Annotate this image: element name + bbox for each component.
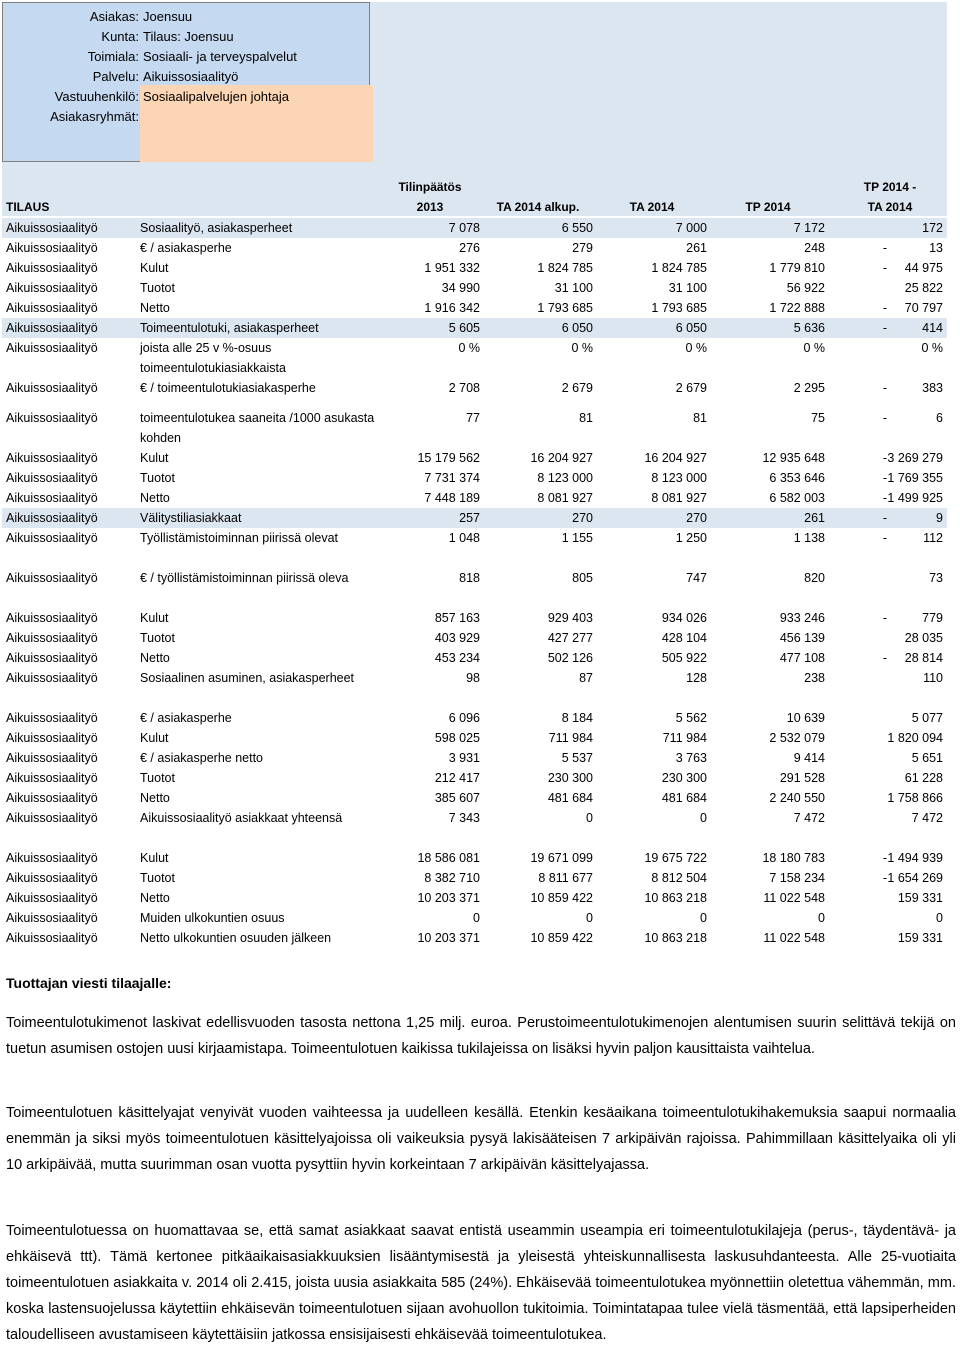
cell-tp2013: 403 929: [434, 631, 480, 645]
cell-diff: 70 797: [904, 301, 943, 315]
header-field-value: Tilaus: Joensuu: [143, 29, 234, 44]
cell-tp2014: 0 %: [803, 341, 825, 355]
table-row: [2, 508, 947, 528]
cell-ta2014-alkup: 502 126: [547, 651, 593, 665]
cell-diff: 172: [922, 221, 943, 235]
cell-description: Toimeentulotuki, asiakasperheet: [140, 321, 319, 335]
cell-ta2014-alkup: 31 100: [554, 281, 593, 295]
cell-palvelu: Aikuissosiaalityö: [6, 731, 98, 745]
col-tilaus: TILAUS: [6, 200, 50, 214]
cell-description: Netto ulkokuntien osuuden jälkeen: [140, 931, 332, 945]
cell-ta2014-alkup: 481 684: [547, 791, 593, 805]
cell-ta2014: 1 250: [675, 531, 707, 545]
cell-diff: 3 269 279: [887, 451, 943, 465]
col-diff-line2: TA 2014: [867, 200, 913, 214]
table-row: [2, 848, 947, 868]
table-row: [2, 338, 947, 378]
cell-palvelu: Aikuissosiaalityö: [6, 791, 98, 805]
cell-ta2014-alkup: 87: [579, 671, 593, 685]
cell-ta2014: 934 026: [661, 611, 707, 625]
cell-ta2014: 128: [686, 671, 707, 685]
header-info-box: [2, 2, 370, 162]
header-field-value: Aikuissosiaalityö: [143, 69, 239, 84]
col-tp2014: TP 2014: [745, 200, 791, 214]
cell-tp2014: 2 532 079: [769, 731, 825, 745]
cell-diff: 159 331: [897, 931, 943, 945]
message-paragraph-3: Toimeentulotuessa on huomattavaa se, että samat asiakkaat saavat entistä useammin useampia eri toimeentulotukilajeja (perus-, täydentävä- ja ehkäisevä ttt). Tämä kertonee pitkäaikaisasiakkuuksien lisääntymisestä ja yleisestä yhteiskunnallisesta laskusuhdanteesta. Alle 25-vuotiaita toimeentulotuen asiakkaita v. 2014 oli 2.415, joista uusia asiakkaita 585 (24%). Ehkäisevää toimeentulotukea myönnettiin oletettua vähemmän, mm. koska lastensuojelussa käytettiin ehkäisevän toimeentulotuen sijaan avohuollon tukitoimia. Toimintatapaa tulee vielä täsmentää, että lapsiperheiden taloudelliseen avustamiseen käytettäisiin jatkossa ensisijaisesti ehkäisevää toimeentulotukea.: [6, 1223, 956, 1343]
cell-tp2013: 98: [466, 671, 480, 685]
cell-tp2013: 857 163: [434, 611, 480, 625]
cell-ta2014-alkup: 10 859 422: [530, 891, 593, 905]
cell-description: Työllistämistoiminnan piirissä olevat: [140, 531, 338, 545]
cell-palvelu: Aikuissosiaalityö: [6, 871, 98, 885]
table-row: [2, 378, 947, 398]
cell-ta2014-alkup: 0: [586, 911, 593, 925]
cell-palvelu: Aikuissosiaalityö: [6, 511, 98, 525]
cell-ta2014-alkup: 929 403: [547, 611, 593, 625]
cell-diff: 13: [929, 241, 943, 255]
cell-ta2014: 1 793 685: [651, 301, 707, 315]
cell-description: Kulut: [140, 611, 169, 625]
table-row: [2, 908, 947, 928]
cell-description: Kulut: [140, 851, 169, 865]
cell-palvelu: Aikuissosiaalityö: [6, 911, 98, 925]
cell-negative-sign: -: [882, 531, 887, 545]
cell-ta2014: 8 812 504: [651, 871, 707, 885]
table-row: [2, 318, 947, 338]
cell-ta2014: 481 684: [661, 791, 707, 805]
cell-diff: 1 654 269: [887, 871, 943, 885]
cell-ta2014: 261: [686, 241, 707, 255]
table-row: [2, 568, 947, 608]
header-field: [3, 67, 371, 87]
cell-palvelu: Aikuissosiaalityö: [6, 471, 98, 485]
table-row: [2, 608, 947, 628]
cell-diff: 9: [936, 511, 943, 525]
cell-description: € / asiakasperhe: [140, 241, 232, 255]
col-ta2014-alkup: TA 2014 alkup.: [496, 200, 580, 214]
cell-tp2014: 7 472: [793, 811, 825, 825]
cell-description: Kulut: [140, 451, 169, 465]
cell-negative-sign: -: [882, 301, 887, 315]
cell-negative-sign: -: [882, 241, 887, 255]
cell-tp2013: 453 234: [434, 651, 480, 665]
cell-diff: 1 499 925: [887, 491, 943, 505]
cell-description: Tuotot: [140, 281, 175, 295]
cell-palvelu: Aikuissosiaalityö: [6, 491, 98, 505]
cell-diff: 0: [936, 911, 943, 925]
cell-diff: 5 077: [911, 711, 943, 725]
cell-diff: 1 820 094: [887, 731, 943, 745]
cell-tp2013: 0: [473, 911, 480, 925]
cell-diff: 44 975: [904, 261, 943, 275]
cell-tp2013: 257: [459, 511, 480, 525]
cell-tp2013: 1 951 332: [424, 261, 480, 275]
cell-tp2013: 7 343: [448, 811, 480, 825]
cell-description: Netto: [140, 491, 170, 505]
cell-tp2014: 291 528: [779, 771, 825, 785]
cell-tp2013: 1 048: [448, 531, 480, 545]
cell-palvelu: Aikuissosiaalityö: [6, 811, 98, 825]
cell-tp2014: 0: [818, 911, 825, 925]
cell-tp2013: 818: [459, 571, 480, 585]
cell-ta2014: 230 300: [661, 771, 707, 785]
cell-tp2013: 6 096: [448, 711, 480, 725]
cell-palvelu: Aikuissosiaalityö: [6, 891, 98, 905]
table-row: [2, 448, 947, 468]
table-row: [2, 868, 947, 888]
cell-palvelu: Aikuissosiaalityö: [6, 651, 98, 665]
message-paragraph-2: Toimeentulotuen käsittelyajat venyivät vuoden vaihteessa ja uudelleen kesällä. Etenkin kesäaikana toimeentulotukihakemuksia saapui normaalia enemmän ja siksi myös toimeentulotuen käsittelyajoissa oli vaikeuksia pysyä lakisääteisen 7 arkipäivän rajoissa. Pahimmillaan käsittelyaika oli yli 10 arkipäivää, mutta suurimman osan vuotta pysyttiin hyvin korkeintaan 7 arkipäivän käsittelyajassa.: [6, 1105, 956, 1173]
cell-negative-sign: -: [882, 411, 887, 425]
cell-diff: 1 769 355: [887, 471, 943, 485]
cell-palvelu: Aikuissosiaalityö: [6, 771, 98, 785]
cell-tp2014: 933 246: [779, 611, 825, 625]
table-row: [2, 468, 947, 488]
header-field-value: Sosiaali- ja terveyspalvelut: [143, 49, 297, 64]
cell-ta2014-alkup: 230 300: [547, 771, 593, 785]
cell-diff: 5 651: [911, 751, 943, 765]
cell-diff: 0 %: [921, 341, 943, 355]
cell-palvelu: Aikuissosiaalityö: [6, 531, 98, 545]
header-field-value: Joensuu: [143, 9, 193, 24]
table-row: [2, 788, 947, 808]
cell-palvelu: Aikuissosiaalityö: [6, 301, 98, 315]
cell-ta2014: 711 984: [662, 731, 707, 745]
cell-negative-sign: -: [882, 851, 887, 865]
cell-tp2013: 34 990: [441, 281, 480, 295]
cell-ta2014-alkup: 1 155: [561, 531, 593, 545]
cell-diff: 159 331: [897, 891, 943, 905]
cell-diff: 414: [922, 321, 943, 335]
cell-tp2013: 385 607: [434, 791, 480, 805]
cell-palvelu: Aikuissosiaalityö: [6, 611, 98, 625]
cell-tp2014: 56 922: [786, 281, 825, 295]
cell-description: Tuotot: [140, 631, 175, 645]
cell-tp2014: 5 636: [793, 321, 825, 335]
cell-negative-sign: -: [882, 871, 887, 885]
cell-tp2013: 212 417: [434, 771, 480, 785]
cell-diff: 6: [936, 411, 943, 425]
cell-ta2014: 505 922: [661, 651, 707, 665]
header-field: [3, 27, 371, 47]
header-field-label: Vastuuhenkilö:: [54, 89, 139, 104]
cell-ta2014: 6 050: [675, 321, 707, 335]
cell-ta2014: 5 562: [675, 711, 707, 725]
cell-tp2013: 0 %: [458, 341, 480, 355]
cell-negative-sign: -: [882, 491, 887, 505]
cell-diff: 383: [922, 381, 943, 395]
cell-ta2014-alkup: 270: [572, 511, 593, 525]
cell-ta2014: 19 675 722: [644, 851, 707, 865]
cell-ta2014-alkup: 0 %: [571, 341, 593, 355]
cell-palvelu: Aikuissosiaalityö: [6, 671, 98, 685]
cell-negative-sign: -: [882, 321, 887, 335]
header-field-label: Palvelu:: [92, 69, 139, 84]
cell-tp2013: 7 078: [448, 221, 480, 235]
header-field-value: Sosiaalipalvelujen johtaja: [143, 89, 289, 104]
cell-ta2014-alkup: 279: [572, 241, 593, 255]
cell-ta2014-alkup: 19 671 099: [530, 851, 593, 865]
cell-tp2013: 77: [466, 411, 480, 425]
cell-negative-sign: -: [882, 651, 887, 665]
cell-diff: 28 814: [904, 651, 943, 665]
cell-diff: 73: [929, 571, 943, 585]
cell-ta2014: 16 204 927: [644, 451, 707, 465]
table-row: [2, 408, 947, 448]
cell-description: Sosiaalityö, asiakasperheet: [140, 221, 293, 235]
cell-tp2013: 276: [459, 241, 480, 255]
cell-palvelu: Aikuissosiaalityö: [6, 281, 98, 295]
cell-description: Tuotot: [140, 871, 175, 885]
cell-ta2014-alkup: 6 050: [561, 321, 593, 335]
cell-tp2013: 1 916 342: [424, 301, 480, 315]
cell-ta2014-alkup: 8 184: [561, 711, 593, 725]
cell-tp2014: 456 139: [779, 631, 825, 645]
table-row: [2, 488, 947, 508]
cell-palvelu: Aikuissosiaalityö: [6, 221, 98, 235]
message-title: Tuottajan viesti tilaajalle:: [6, 975, 172, 991]
col-tp2013-line2: 2013: [416, 200, 444, 214]
cell-ta2014-alkup: 8 811 677: [538, 871, 593, 885]
cell-ta2014-alkup: 711 984: [548, 731, 593, 745]
table-row: [2, 628, 947, 648]
cell-tp2013: 8 382 710: [424, 871, 480, 885]
cell-description: € / toimeentulotukiasiakasperhe: [140, 381, 316, 395]
cell-tp2014: 6 353 646: [769, 471, 825, 485]
cell-palvelu: Aikuissosiaalityö: [6, 411, 98, 425]
header-field: [3, 87, 371, 107]
cell-tp2014: 1 138: [793, 531, 825, 545]
cell-tp2014: 18 180 783: [762, 851, 825, 865]
cell-description: Netto: [140, 651, 170, 665]
cell-tp2014: 2 295: [793, 381, 825, 395]
table-row: [2, 528, 947, 568]
cell-tp2014: 477 108: [779, 651, 825, 665]
cell-palvelu: Aikuissosiaalityö: [6, 711, 98, 725]
cell-palvelu: Aikuissosiaalityö: [6, 321, 98, 335]
cell-ta2014: 10 863 218: [644, 931, 707, 945]
cell-palvelu: Aikuissosiaalityö: [6, 261, 98, 275]
cell-description: Muiden ulkokuntien osuus: [140, 911, 285, 925]
cell-description: Sosiaalinen asuminen, asiakasperheet: [140, 671, 355, 685]
cell-description: Tuotot: [140, 471, 175, 485]
cell-description: € / työllistämistoiminnan piirissä oleva: [140, 571, 349, 585]
cell-tp2014: 2 240 550: [769, 791, 825, 805]
cell-negative-sign: -: [882, 611, 887, 625]
cell-tp2013: 10 203 371: [417, 891, 480, 905]
cell-palvelu: Aikuissosiaalityö: [6, 851, 98, 865]
cell-tp2013: 598 025: [434, 731, 480, 745]
cell-ta2014-alkup: 6 550: [561, 221, 593, 235]
cell-tp2014: 12 935 648: [762, 451, 825, 465]
cell-tp2014: 75: [811, 411, 825, 425]
cell-palvelu: Aikuissosiaalityö: [6, 631, 98, 645]
cell-diff: 1 758 866: [887, 791, 943, 805]
table-row: [2, 238, 947, 258]
cell-palvelu: Aikuissosiaalityö: [6, 451, 98, 465]
cell-ta2014: 31 100: [668, 281, 707, 295]
cell-description: Aikuissosiaalityö asiakkaat yhteensä: [140, 811, 343, 825]
cell-diff: 779: [922, 611, 943, 625]
header-field-label: Toimiala:: [87, 49, 139, 64]
cell-description: € / asiakasperhe: [140, 711, 232, 725]
cell-ta2014-alkup: 5 537: [561, 751, 593, 765]
cell-diff: 112: [923, 531, 943, 545]
cell-tp2014: 7 158 234: [769, 871, 825, 885]
cell-tp2014: 6 582 003: [769, 491, 825, 505]
header-field: [3, 7, 371, 27]
cell-tp2013: 5 605: [448, 321, 480, 335]
cell-ta2014-alkup: 1 793 685: [537, 301, 593, 315]
cell-palvelu: Aikuissosiaalityö: [6, 571, 98, 585]
cell-description: Netto: [140, 891, 170, 905]
col-ta2014: TA 2014: [629, 200, 675, 214]
col-diff-line1: TP 2014 -: [863, 180, 917, 194]
cell-description: Välitystiliasiakkaat: [140, 511, 242, 525]
header-field-label: Asiakasryhmät:: [50, 109, 139, 124]
cell-tp2014: 248: [804, 241, 825, 255]
cell-tp2013: 3 931: [448, 751, 480, 765]
cell-diff: 110: [923, 671, 943, 685]
col-tp2013-line1: Tilinpäätös: [398, 180, 462, 194]
cell-diff: 25 822: [904, 281, 943, 295]
cell-ta2014: 8 123 000: [651, 471, 707, 485]
cell-ta2014-alkup: 427 277: [547, 631, 593, 645]
cell-description: Netto: [140, 301, 170, 315]
cell-palvelu: Aikuissosiaalityö: [6, 381, 98, 395]
table-row: [2, 668, 947, 708]
cell-ta2014: 3 763: [675, 751, 707, 765]
cell-ta2014-alkup: 81: [579, 411, 593, 425]
cell-palvelu: Aikuissosiaalityö: [6, 931, 98, 945]
cell-description: Tuotot: [140, 771, 175, 785]
table-row: [2, 258, 947, 278]
cell-ta2014: 0: [700, 811, 707, 825]
cell-ta2014-alkup: 1 824 785: [537, 261, 593, 275]
cell-tp2013: 10 203 371: [417, 931, 480, 945]
cell-palvelu: Aikuissosiaalityö: [6, 751, 98, 765]
cell-tp2013: 15 179 562: [417, 451, 480, 465]
cell-tp2013: 7 448 189: [424, 491, 480, 505]
cell-tp2014: 238: [804, 671, 825, 685]
cell-tp2014: 11 022 548: [763, 931, 825, 945]
table-row: [2, 278, 947, 298]
cell-negative-sign: -: [882, 381, 887, 395]
cell-description: Kulut: [140, 731, 169, 745]
cell-ta2014: 0: [700, 911, 707, 925]
header-field: [3, 47, 371, 67]
cell-ta2014: 428 104: [661, 631, 707, 645]
cell-diff: 28 035: [904, 631, 943, 645]
table-row: [2, 728, 947, 748]
table-row: [2, 708, 947, 728]
cell-tp2013: 7 731 374: [424, 471, 480, 485]
cell-ta2014-alkup: 10 859 422: [530, 931, 593, 945]
cell-ta2014: 2 679: [675, 381, 707, 395]
table-row: [2, 748, 947, 768]
cell-ta2014-alkup: 8 123 000: [537, 471, 593, 485]
cell-negative-sign: -: [882, 451, 887, 465]
cell-ta2014: 8 081 927: [651, 491, 707, 505]
cell-palvelu: Aikuissosiaalityö: [6, 241, 98, 255]
cell-ta2014-alkup: 0: [586, 811, 593, 825]
cell-description: toimeentulotukea saaneita /1000 asukasta kohden: [140, 411, 375, 445]
header-field-label: Kunta:: [101, 29, 139, 44]
cell-ta2014: 270: [686, 511, 707, 525]
cell-tp2014: 261: [804, 511, 825, 525]
cell-ta2014: 7 000: [675, 221, 707, 235]
cell-tp2013: 2 708: [448, 381, 480, 395]
cell-ta2014-alkup: 805: [572, 571, 593, 585]
cell-ta2014-alkup: 16 204 927: [530, 451, 593, 465]
cell-tp2014: 1 722 888: [769, 301, 825, 315]
cell-ta2014: 1 824 785: [651, 261, 707, 275]
cell-tp2014: 11 022 548: [763, 891, 825, 905]
header-field: [3, 107, 371, 127]
cell-description: Kulut: [140, 261, 169, 275]
cell-ta2014-alkup: 8 081 927: [537, 491, 593, 505]
cell-diff: 61 228: [904, 771, 943, 785]
table-row: [2, 648, 947, 668]
cell-tp2013: 18 586 081: [417, 851, 480, 865]
table-row: [2, 298, 947, 318]
cell-negative-sign: -: [882, 511, 887, 525]
cell-ta2014-alkup: 2 679: [561, 381, 593, 395]
cell-ta2014: 81: [693, 411, 707, 425]
table-row: [2, 768, 947, 788]
cell-tp2014: 820: [804, 571, 825, 585]
table-row: [2, 928, 947, 948]
cell-tp2014: 9 414: [793, 751, 825, 765]
table-row: [2, 808, 947, 848]
cell-description: Netto: [140, 791, 170, 805]
column-header: [2, 162, 947, 216]
cell-tp2014: 1 779 810: [769, 261, 825, 275]
header-field-label: Asiakas:: [89, 9, 139, 24]
cell-ta2014: 747: [686, 571, 707, 585]
cell-ta2014: 0 %: [685, 341, 707, 355]
cell-diff: 7 472: [911, 811, 943, 825]
cell-negative-sign: -: [882, 261, 887, 275]
message-paragraph-1: Toimeentulotukimenot laskivat edellisvuoden tasosta nettona 1,25 milj. euroa. Perustoimeentulotukimenojen alentumisen suurin selittävä tekijä on tuetun asumisen ostojen uusi kirjaamistapa. Toimeentulotuen kaikissa tukilajeissa on lisäksi hyvin paljon kausittaista vaihtelua.: [6, 1015, 956, 1057]
cell-palvelu: Aikuissosiaalityö: [6, 341, 98, 355]
cell-tp2014: 7 172: [793, 221, 825, 235]
cell-description: € / asiakasperhe netto: [140, 751, 263, 765]
cell-description: joista alle 25 v %-osuus toimeentulotukiasiakkaista: [140, 341, 286, 375]
cell-negative-sign: -: [882, 471, 887, 485]
table-row: [2, 218, 947, 238]
cell-tp2014: 10 639: [786, 711, 825, 725]
table-row: [2, 888, 947, 908]
cell-ta2014: 10 863 218: [644, 891, 707, 905]
cell-diff: 1 494 939: [887, 851, 943, 865]
